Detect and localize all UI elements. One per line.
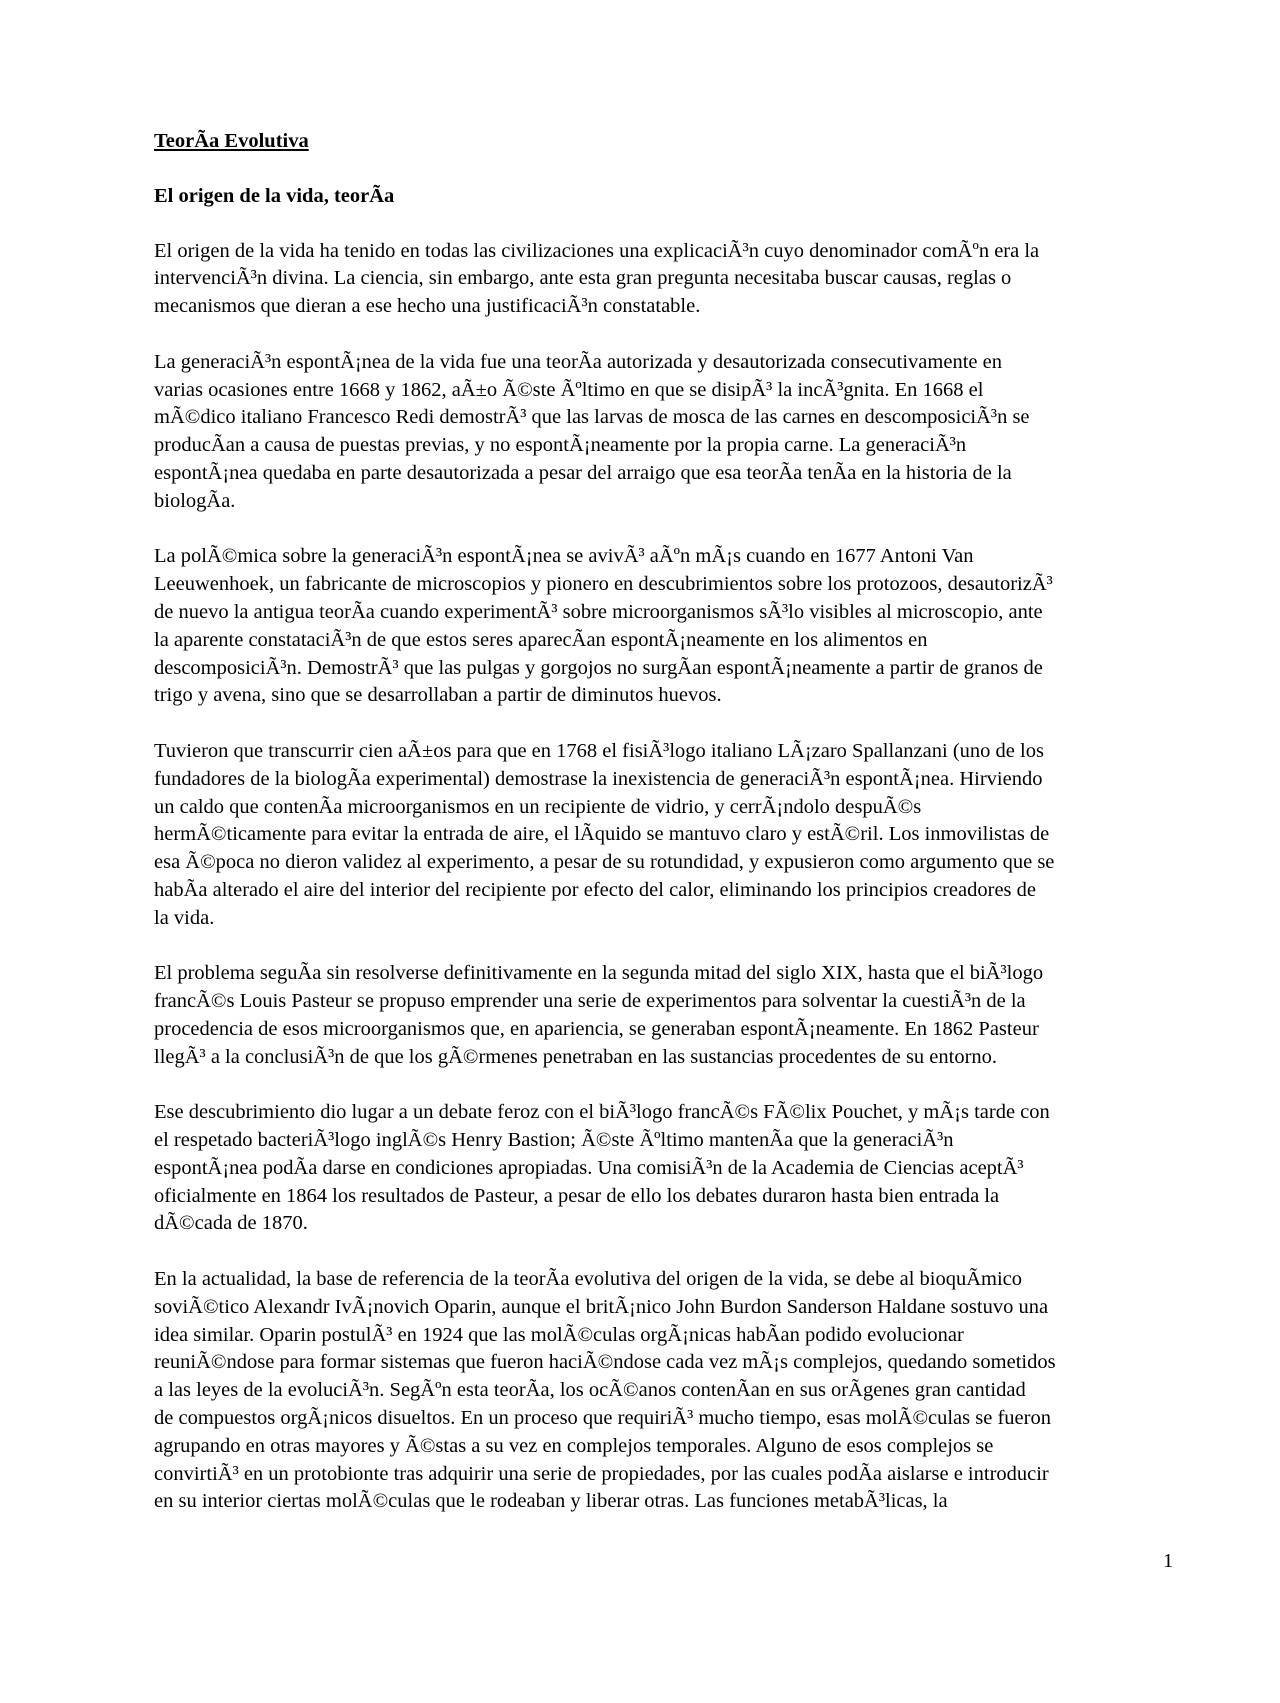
document-body bbox=[154, 128, 1194, 1544]
paragraph-line: la vida. bbox=[154, 906, 215, 929]
paragraph-line: el respetado bacteriÃ³logo inglÃ©s Henry Bastion; Ã©ste Ãºltimo mantenÃa que la generaciÃ³n bbox=[154, 1129, 954, 1152]
paragraph bbox=[154, 349, 1194, 516]
paragraph-line: espontÃ¡nea podÃa darse en condiciones apropiadas. Una comisiÃ³n de la Academia de Ciencias aceptÃ³ bbox=[154, 1156, 1024, 1179]
paragraph-line: oficialmente en 1864 los resultados de Pasteur, a pesar de ello los debates duraron hasta bien entrada la bbox=[154, 1184, 1000, 1207]
paragraph bbox=[154, 960, 1194, 1071]
paragraph bbox=[154, 1099, 1194, 1238]
paragraph-line: convirtiÃ³ en un protobionte tras adquirir una serie de propiedades, por las cuales podÃa aislarse e introducir bbox=[154, 1462, 1049, 1485]
paragraph-line: La polÃ©mica sobre la generaciÃ³n espontÃ¡nea se avivÃ³ aÃºn mÃ¡s cuando en 1677 Antoni Van bbox=[154, 545, 974, 568]
paragraph-line: varias ocasiones entre 1668 y 1862, aÃ±o Ã©ste Ãºltimo en que se disipÃ³ la incÃ³gnita. En 1668 el bbox=[154, 378, 984, 401]
document-title: TeorÃa Evolutiva bbox=[154, 130, 309, 152]
paragraph-line: un caldo que contenÃa microorganismos en un recipiente de vidrio, y cerrÃ¡ndolo despuÃ©s bbox=[154, 795, 922, 818]
paragraph-line: habÃa alterado el aire del interior del recipiente por efecto del calor, eliminando los principios creadores de bbox=[154, 878, 1037, 901]
paragraph-line: Tuvieron que transcurrir cien aÃ±os para que en 1768 el fisiÃ³logo italiano LÃ¡zaro Spallanzani (uno de los bbox=[154, 739, 1044, 762]
paragraph-line: descomposiciÃ³n. DemostrÃ³ que las pulgas y gorgojos no surgÃan espontÃ¡neamente a partir de granos de bbox=[154, 656, 1043, 679]
paragraph-line: trigo y avena, sino que se desarrollaban a partir de diminutos huevos. bbox=[154, 684, 722, 707]
paragraph-line: El problema seguÃa sin resolverse definitivamente en la segunda mitad del siglo XIX, hasta que el biÃ³logo bbox=[154, 962, 1044, 985]
paragraph bbox=[154, 543, 1194, 710]
paragraph-line: Leeuwenhoek, un fabricante de microscopios y pionero en descubrimientos sobre los protozoos, desautorizÃ³ bbox=[154, 573, 1053, 596]
page-number: 1 bbox=[1163, 1550, 1174, 1572]
paragraph-line: dÃ©cada de 1870. bbox=[154, 1212, 308, 1235]
paragraph-line: El origen de la vida ha tenido en todas las civilizaciones una explicaciÃ³n cuyo denominador comÃºn era la bbox=[154, 239, 1040, 262]
paragraph-list bbox=[154, 238, 1194, 1517]
paragraph-line: mÃ©dico italiano Francesco Redi demostrÃ³ que las larvas de mosca de las carnes en descomposiciÃ³n se bbox=[154, 406, 1030, 429]
paragraph-line: reuniÃ©ndose para formar sistemas que fueron haciÃ©ndose cada vez mÃ¡s complejos, quedando sometidos bbox=[154, 1351, 1056, 1374]
paragraph-line: procedencia de esos microorganismos que, en apariencia, se generaban espontÃ¡neamente. En 1862 Pasteur bbox=[154, 1017, 1039, 1040]
document-subtitle: El origen de la vida, teorÃa bbox=[154, 184, 395, 207]
paragraph bbox=[154, 238, 1194, 321]
paragraph-line: hermÃ©ticamente para evitar la entrada de aire, el lÃquido se mantuvo claro y estÃ©ril. Los inmovilistas de bbox=[154, 823, 1050, 846]
paragraph-line: mecanismos que dieran a ese hecho una justificaciÃ³n constatable. bbox=[154, 295, 701, 318]
paragraph-line: soviÃ©tico Alexandr IvÃ¡novich Oparin, aunque el britÃ¡nico John Burdon Sanderson Haldane sostuvo una bbox=[154, 1295, 1049, 1318]
paragraph-line: de compuestos orgÃ¡nicos disueltos. En un proceso que requiriÃ³ mucho tiempo, esas molÃ©culas se fueron bbox=[154, 1407, 1051, 1430]
paragraph-line: La generaciÃ³n espontÃ¡nea de la vida fue una teorÃa autorizada y desautorizada consecutivamente en bbox=[154, 350, 1002, 373]
paragraph-line: agrupando en otras mayores y Ã©stas a su vez en complejos temporales. Alguno de esos complejos se bbox=[154, 1434, 994, 1457]
paragraph-line: a las leyes de la evoluciÃ³n. SegÃºn esta teorÃa, los ocÃ©anos contenÃan en sus orÃgenes gran cantidad bbox=[154, 1379, 1026, 1402]
paragraph-line: En la actualidad, la base de referencia de la teorÃa evolutiva del origen de la vida, se debe al bioquÃmico bbox=[154, 1268, 1023, 1291]
paragraph bbox=[154, 1266, 1194, 1516]
paragraph-line: idea similar. Oparin postulÃ³ en 1924 que las molÃ©culas orgÃ¡nicas habÃan podido evolucionar bbox=[154, 1323, 964, 1346]
paragraph-line: llegÃ³ a la conclusiÃ³n de que los gÃ©rmenes penetraban en las sustancias procedentes de su entorno. bbox=[154, 1045, 998, 1068]
paragraph-line: la aparente constataciÃ³n de que estos seres aparecÃan espontÃ¡neamente en los alimentos en bbox=[154, 628, 928, 651]
paragraph-line: biologÃa. bbox=[154, 489, 236, 512]
paragraph-line: de nuevo la antigua teorÃa cuando experimentÃ³ sobre microorganismos sÃ³lo visibles al microscopio, ante bbox=[154, 600, 1043, 623]
paragraph-line: Ese descubrimiento dio lugar a un debate feroz con el biÃ³logo francÃ©s FÃ©lix Pouchet, y mÃ¡s tarde con bbox=[154, 1101, 1050, 1124]
paragraph-line: espontÃ¡nea quedaba en parte desautorizada a pesar del arraigo que esa teorÃa tenÃa en la historia de la bbox=[154, 461, 1012, 484]
paragraph bbox=[154, 738, 1194, 933]
paragraph-line: fundadores de la biologÃa experimental) demostrase la inexistencia de generaciÃ³n espontÃ¡nea. Hirviendo bbox=[154, 767, 1043, 790]
paragraph-line: en su interior ciertas molÃ©culas que le rodeaban y liberar otras. Las funciones metabÃ³licas, la bbox=[154, 1490, 948, 1513]
paragraph-line: intervenciÃ³n divina. La ciencia, sin embargo, ante esta gran pregunta necesitaba buscar causas, reglas o bbox=[154, 267, 1012, 290]
paragraph-line: francÃ©s Louis Pasteur se propuso emprender una serie de experimentos para solventar la cuestiÃ³n de la bbox=[154, 990, 1026, 1013]
paragraph-line: esa Ã©poca no dieron validez al experimento, a pesar de su rotundidad, y expusieron como argumento que se bbox=[154, 851, 1055, 874]
paragraph-line: producÃan a causa de puestas previas, y no espontÃ¡neamente por la propia carne. La generaciÃ³n bbox=[154, 434, 967, 457]
